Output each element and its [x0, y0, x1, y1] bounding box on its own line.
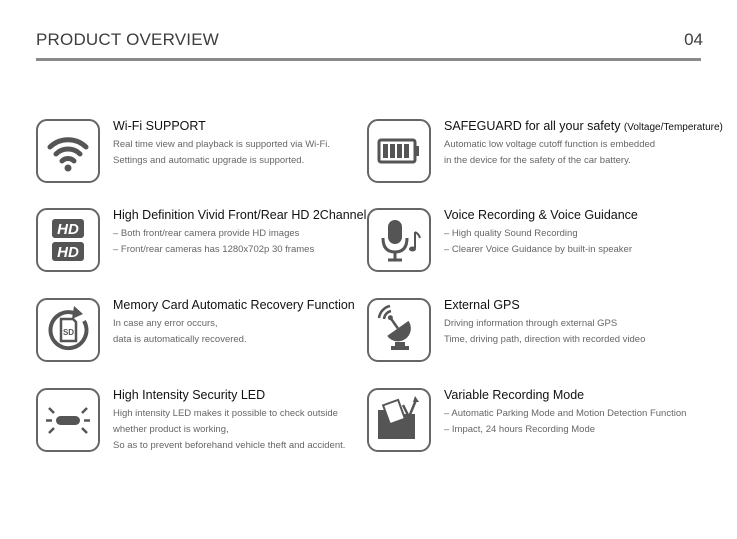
feature-safeguard: [367, 119, 723, 189]
feature-title-note: (Voltage/Temperature): [623, 122, 723, 133]
feature-variable-recording: [367, 388, 707, 458]
feature-title-main: SAFEGUARD for all your safety: [444, 119, 624, 133]
feature-text: whether product is working,: [113, 424, 229, 435]
header-divider: [36, 58, 701, 61]
feature-text: – High quality Sound Recording: [444, 228, 578, 239]
feature-title: [444, 119, 723, 133]
feature-text: High intensity LED makes it possible to check outside: [113, 408, 338, 419]
folder-recording-icon: [367, 388, 431, 452]
hd-label-bottom: HD: [57, 244, 79, 261]
feature-wifi: [36, 119, 376, 189]
feature-text: Settings and automatic upgrade is supported.: [113, 155, 305, 166]
feature-title: External GPS: [444, 298, 520, 312]
page-number: 04: [684, 30, 703, 49]
feature-memory-recovery: [36, 298, 376, 368]
feature-text: Automatic low voltage cutoff function is embedded: [444, 139, 656, 150]
feature-title: High Intensity Security LED: [113, 388, 266, 402]
hd-icon: [36, 208, 100, 272]
feature-text: – Automatic Parking Mode and Motion Detection Function: [444, 408, 687, 419]
feature-title: Memory Card Automatic Recovery Function: [113, 298, 355, 312]
feature-text: Time, driving path, direction with recorded video: [444, 334, 646, 345]
feature-text: – Front/rear cameras has 1280x702p 30 frames: [113, 244, 315, 255]
gps-satellite-icon: [367, 298, 431, 362]
feature-text: data is automatically recovered.: [113, 334, 247, 345]
feature-text: – Both front/rear camera provide HD images: [113, 228, 300, 239]
feature-title: Voice Recording & Voice Guidance: [444, 208, 638, 222]
feature-voice: [367, 208, 707, 278]
sd-card-label: SD: [62, 328, 75, 337]
feature-title: Variable Recording Mode: [444, 388, 585, 402]
microphone-icon: [367, 208, 431, 272]
battery-icon: [367, 119, 431, 183]
feature-hd-2channel: [36, 208, 376, 278]
led-icon: [36, 388, 100, 452]
feature-external-gps: [367, 298, 707, 368]
feature-text: – Impact, 24 hours Recording Mode: [444, 424, 596, 435]
feature-text: in the device for the safety of the car battery.: [444, 155, 631, 166]
feature-text: Real time view and playback is supported via Wi-Fi.: [113, 139, 331, 150]
feature-security-led: [36, 388, 376, 458]
feature-text: Driving information through external GPS: [444, 318, 618, 329]
hd-label-top: HD: [57, 221, 79, 238]
sd-card-recovery-icon: [36, 298, 100, 362]
feature-title: Wi-Fi SUPPORT: [113, 119, 206, 133]
feature-text: So as to prevent beforehand vehicle theft and accident.: [113, 440, 346, 451]
feature-title: High Definition Vivid Front/Rear HD 2Channel: [113, 208, 367, 222]
page-header-title: PRODUCT OVERVIEW: [36, 30, 219, 49]
wifi-icon: [36, 119, 100, 183]
feature-text: In case any error occurs,: [113, 318, 218, 329]
feature-text: – Clearer Voice Guidance by built-in speaker: [444, 244, 632, 255]
